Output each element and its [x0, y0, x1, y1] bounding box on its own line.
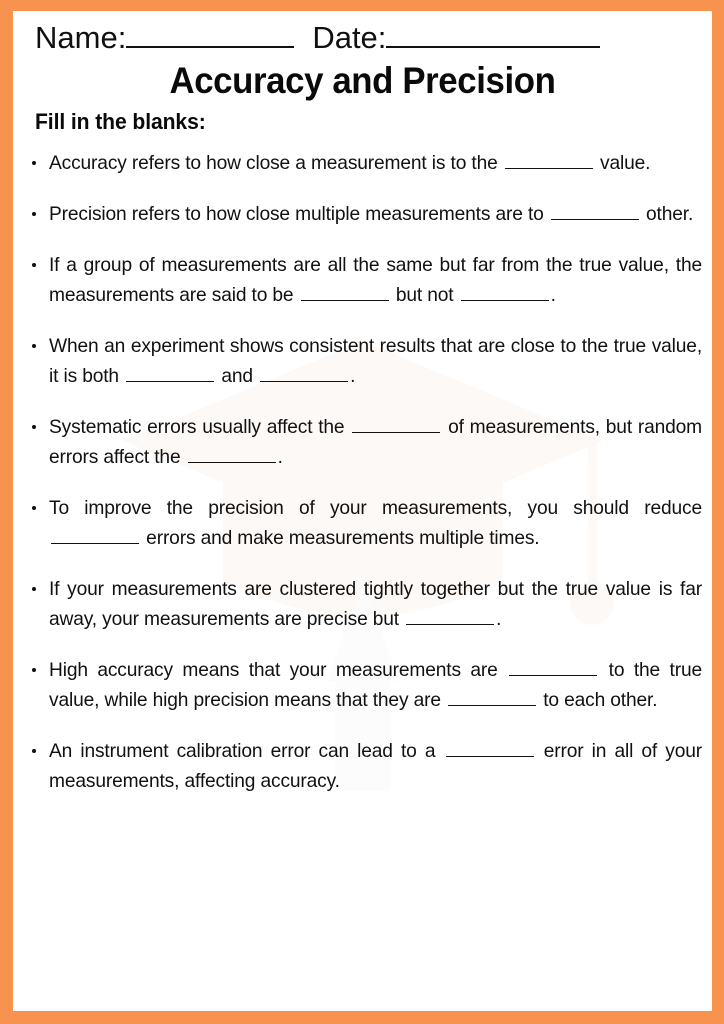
answer-blank[interactable]	[505, 153, 593, 169]
question-item	[23, 494, 702, 554]
question-item	[23, 737, 702, 797]
bullet-icon	[32, 212, 36, 216]
bullet-icon	[32, 506, 36, 510]
question-text: An instrument calibration error can lead to a	[49, 740, 444, 762]
question-text: .	[550, 284, 556, 306]
answer-blank[interactable]	[188, 447, 276, 463]
answer-blank[interactable]	[509, 660, 597, 676]
question-text: To improve the precision of your measurements, you should reduce	[49, 497, 702, 519]
question-text: If a group of measurements are all the same but far from the true value, the measurements are said to be	[49, 254, 702, 306]
bullet-icon	[32, 668, 36, 672]
bullet-icon	[32, 344, 36, 348]
answer-blank[interactable]	[260, 366, 348, 382]
question-item	[23, 413, 702, 473]
question-item	[23, 251, 702, 311]
bullet-icon	[32, 161, 36, 165]
worksheet-content	[13, 11, 712, 797]
bullet-icon	[32, 425, 36, 429]
question-text: errors and make measurements multiple times.	[141, 527, 540, 549]
question-item	[23, 575, 702, 635]
answer-blank[interactable]	[446, 741, 534, 757]
name-date-row	[13, 11, 712, 56]
question-text: .	[496, 608, 502, 630]
bullet-icon	[32, 263, 36, 267]
worksheet-page	[13, 11, 712, 1011]
question-text: .	[350, 365, 356, 387]
question-list	[13, 149, 712, 797]
question-text: value.	[594, 152, 651, 174]
question-text: of measurements, but random errors affect the	[49, 416, 702, 468]
answer-blank[interactable]	[551, 204, 639, 220]
answer-blank[interactable]	[301, 285, 389, 301]
question-text: to each other.	[538, 689, 658, 711]
question-text: When an experiment shows consistent results that are close to the true value, it is both	[49, 335, 702, 387]
question-text: .	[277, 446, 283, 468]
instructions-label: Fill in the blanks:	[35, 108, 206, 134]
answer-blank[interactable]	[461, 285, 549, 301]
question-text: Precision refers to how close multiple measurements are to	[49, 203, 549, 225]
answer-blank[interactable]	[352, 417, 440, 433]
question-text: Accuracy refers to how close a measurement is to the	[49, 152, 503, 174]
question-text: If your measurements are clustered tightly together but the true value is far away, your measurements are precise but	[49, 578, 702, 630]
question-text: Systematic errors usually affect the	[49, 416, 351, 438]
question-text: error in all of your measurements, affecting accuracy.	[49, 740, 702, 792]
bullet-icon	[32, 587, 36, 591]
name-label: Name:	[35, 20, 127, 55]
page-title: Accuracy and Precision	[169, 60, 556, 101]
date-label: Date:	[312, 20, 387, 55]
question-text: but not	[390, 284, 459, 306]
question-item	[23, 332, 702, 392]
name-input-line[interactable]	[126, 26, 294, 48]
question-item	[23, 200, 702, 230]
question-item	[23, 656, 702, 716]
question-text: and	[216, 365, 259, 387]
answer-blank[interactable]	[126, 366, 214, 382]
question-item	[23, 149, 702, 179]
bullet-icon	[32, 749, 36, 753]
date-input-line[interactable]	[386, 26, 600, 48]
question-text: to the true value, while high precision means that they are	[49, 659, 703, 711]
answer-blank[interactable]	[51, 528, 139, 544]
question-text: High accuracy means that your measurements are	[49, 659, 508, 681]
answer-blank[interactable]	[406, 609, 494, 625]
answer-blank[interactable]	[448, 690, 536, 706]
question-text: other.	[640, 203, 694, 225]
